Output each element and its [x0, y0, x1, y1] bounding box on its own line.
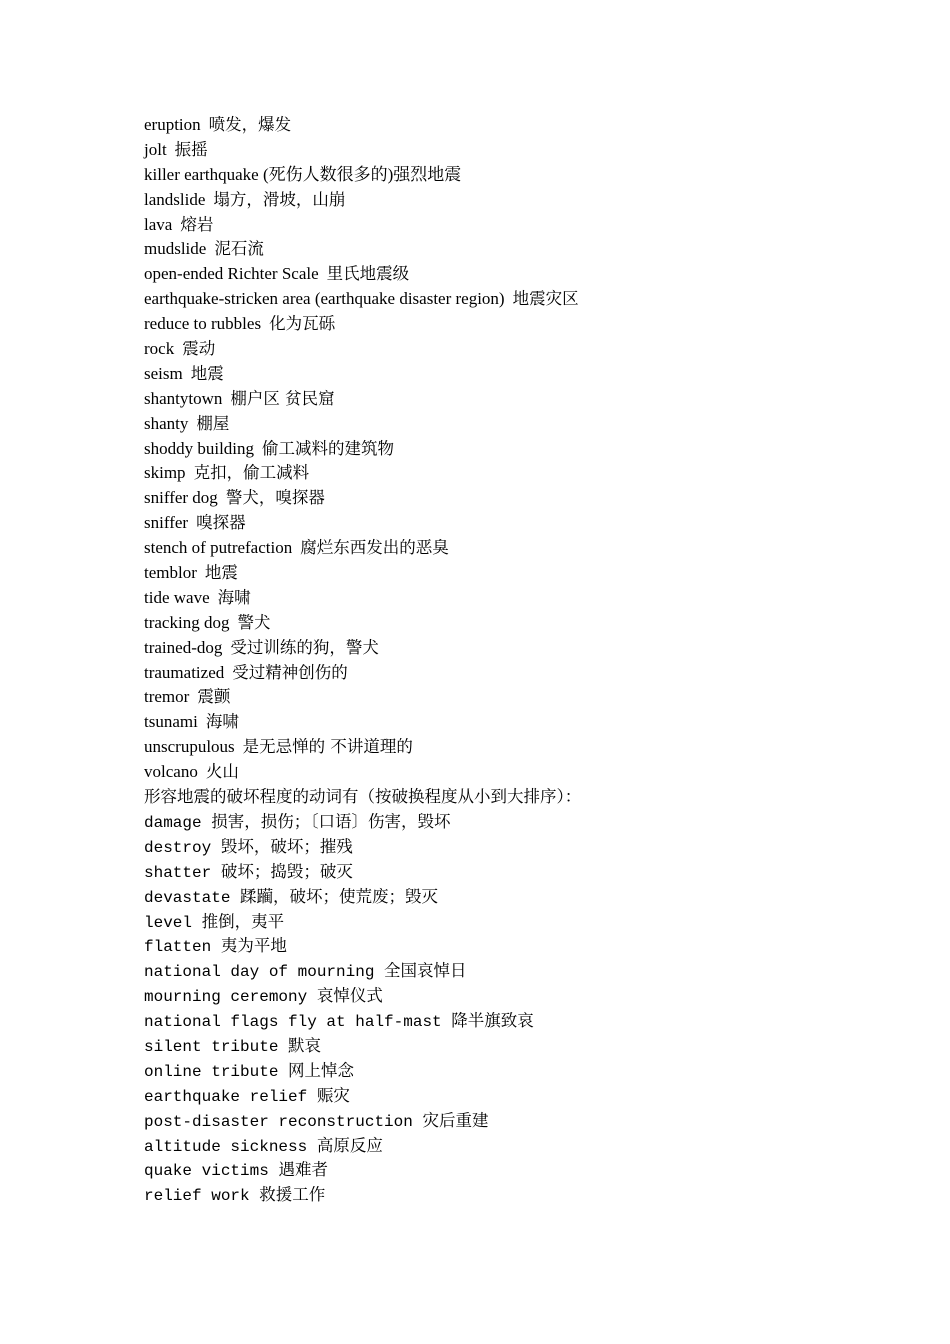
- vocab-definition: 网上悼念: [288, 1060, 355, 1080]
- vocab-definition: 熔岩: [180, 214, 214, 234]
- verb-entry: [144, 835, 884, 860]
- relief-entry: [144, 1158, 884, 1183]
- vocab-definition: 是无忌惮的 不讲道理的: [242, 737, 413, 757]
- vocab-term: altitude sickness: [144, 1137, 308, 1156]
- vocab-term: earthquake relief: [144, 1087, 308, 1106]
- vocab-definition: 遇难者: [278, 1160, 328, 1180]
- vocab-term: skimp: [144, 463, 186, 483]
- vocab-definition: 塌方，滑坡，山崩: [213, 189, 346, 209]
- vocab-definition: 降半旗致哀: [451, 1011, 534, 1031]
- vocab-term: shantytown: [144, 388, 223, 408]
- vocab-entry: [144, 387, 884, 412]
- mourning-entry: [144, 984, 884, 1009]
- verb-entry: [144, 885, 884, 910]
- vocab-entry: [144, 486, 884, 511]
- relief-entry: [144, 1084, 884, 1109]
- vocab-term: tsunami: [144, 712, 198, 732]
- vocab-entry: [144, 661, 884, 686]
- vocab-entry: [144, 337, 884, 362]
- vocab-definition: 震颤: [197, 687, 231, 707]
- vocab-definition: 地震: [190, 363, 224, 383]
- vocab-entry: [144, 437, 884, 462]
- vocab-term: killer earthquake (死伤人数很多的)强烈地震: [144, 164, 462, 184]
- vocab-term: national day of mourning: [144, 963, 375, 982]
- vocab-definition: 化为瓦砾: [269, 314, 336, 334]
- vocab-definition: 警犬: [237, 612, 271, 632]
- vocab-term: quake victims: [144, 1162, 269, 1181]
- vocab-term: sniffer dog: [144, 488, 218, 508]
- vocab-definition: 火山: [205, 762, 239, 782]
- vocab-term: national flags fly at half-mast: [144, 1013, 442, 1032]
- vocab-definition: 推倒，夷平: [201, 911, 285, 931]
- vocab-term: rock: [144, 339, 175, 359]
- vocab-term: traumatized: [144, 662, 225, 682]
- mourning-entry: [144, 959, 884, 984]
- vocab-entry: [144, 312, 884, 337]
- vocab-term: post-disaster reconstruction: [144, 1112, 413, 1131]
- vocab-entry: [144, 511, 884, 536]
- vocab-term: reduce to rubbles: [144, 314, 262, 334]
- vocab-entry: [144, 163, 884, 188]
- vocab-entry: [144, 461, 884, 486]
- vocab-definition: 地震灾区: [512, 289, 579, 309]
- vocab-term: mudslide: [144, 239, 207, 259]
- vocab-definition: 海啸: [217, 587, 251, 607]
- vocab-definition: 全国哀悼日: [384, 961, 467, 981]
- vocab-definition: 克扣，偷工减料: [193, 463, 310, 483]
- vocab-term: sniffer: [144, 513, 189, 533]
- mourning-entry: [144, 1034, 884, 1059]
- vocab-definition: 默哀: [288, 1035, 322, 1055]
- vocab-entry: [144, 760, 884, 785]
- vocab-definition: 哀悼仪式: [316, 986, 383, 1006]
- relief-entry: [144, 1109, 884, 1134]
- vocab-term: tremor: [144, 687, 190, 707]
- vocab-entry: [144, 287, 884, 312]
- vocab-definition: 泥石流: [214, 239, 264, 259]
- vocab-definition: 毁坏，破坏；摧残: [220, 836, 353, 856]
- vocab-term: eruption: [144, 115, 201, 134]
- vocab-definition: 警犬，嗅探器: [225, 488, 325, 508]
- vocab-entry: [144, 735, 884, 760]
- vocab-term: shanty: [144, 413, 189, 433]
- vocab-term: damage: [144, 813, 202, 832]
- vocab-term: destroy: [144, 838, 212, 857]
- vocab-term: mourning ceremony: [144, 988, 308, 1007]
- vocab-term: stench of putrefaction: [144, 538, 293, 558]
- vocab-definition: 赈灾: [316, 1085, 350, 1105]
- vocab-definition: 振摇: [174, 139, 208, 159]
- vocab-entry: [144, 636, 884, 661]
- vocab-entry: [144, 685, 884, 710]
- vocab-term: tracking dog: [144, 612, 230, 632]
- vocab-definition: 棚户区 贫民窟: [230, 388, 335, 408]
- vocab-term: tide wave: [144, 587, 210, 607]
- vocab-entry: [144, 561, 884, 586]
- vocab-entry: [144, 586, 884, 611]
- vocab-term: jolt: [144, 139, 167, 159]
- verb-entry: [144, 810, 884, 835]
- vocab-definition: 棚屋: [196, 413, 230, 433]
- vocab-term: relief work: [144, 1187, 250, 1206]
- vocab-term: shatter: [144, 863, 212, 882]
- vocab-term: flatten: [144, 938, 212, 957]
- vocab-definition: 破坏；捣毁；破灭: [220, 861, 353, 881]
- vocab-entry: [144, 710, 884, 735]
- mourning-entry: [144, 1059, 884, 1084]
- vocab-entry: [144, 188, 884, 213]
- vocab-term: open-ended Richter Scale: [144, 264, 319, 284]
- vocab-definition: 喷发，爆发: [208, 115, 292, 134]
- vocab-term: earthquake-stricken area (earthquake disaster region): [144, 289, 505, 309]
- vocab-definition: 海啸: [205, 712, 239, 732]
- vocab-entry: [144, 412, 884, 437]
- vocab-term: online tribute: [144, 1062, 279, 1081]
- vocab-definition: 受过训练的狗，警犬: [230, 637, 379, 657]
- vocab-entry: [144, 536, 884, 561]
- vocab-entry: [144, 611, 884, 636]
- vocab-definition: 灾后重建: [422, 1110, 489, 1130]
- vocab-definition: 震动: [182, 339, 216, 359]
- mourning-entry: [144, 1009, 884, 1034]
- verb-entry: [144, 860, 884, 885]
- vocab-entry: [144, 113, 884, 138]
- vocab-term: devastate: [144, 888, 231, 907]
- vocab-entry: [144, 237, 884, 262]
- verb-entry: [144, 910, 884, 935]
- vocab-entry: [144, 213, 884, 238]
- section-heading: 形容地震的破坏程度的动词有（按破换程度从小到大排序）：: [144, 787, 582, 807]
- vocab-term: trained-dog: [144, 637, 223, 657]
- vocab-definition: 损害，损伤；〔口语〕伤害，毁坏: [211, 811, 451, 831]
- vocab-term: shoddy building: [144, 438, 255, 458]
- relief-entry: [144, 1183, 884, 1208]
- vocab-definition: 蹂躏，破坏；使荒废；毁灭: [240, 886, 439, 906]
- vocabulary-list: [144, 113, 884, 1208]
- vocab-definition: 偷工减料的建筑物: [262, 438, 395, 458]
- vocab-definition: 里氏地震级: [326, 264, 410, 284]
- vocab-entry: [144, 138, 884, 163]
- vocab-entry: [144, 362, 884, 387]
- relief-entry: [144, 1134, 884, 1159]
- vocab-term: seism: [144, 363, 183, 383]
- verb-entry: [144, 934, 884, 959]
- vocab-definition: 地震: [204, 563, 238, 583]
- vocab-definition: 腐烂东西发出的恶臭: [300, 538, 449, 558]
- vocab-definition: 夷为平地: [220, 936, 287, 956]
- vocab-term: level: [144, 913, 193, 932]
- vocab-entry: [144, 262, 884, 287]
- vocab-definition: 受过精神创伤的: [232, 662, 348, 682]
- vocab-term: temblor: [144, 563, 197, 583]
- vocab-term: landslide: [144, 189, 206, 209]
- vocab-definition: 高原反应: [316, 1135, 383, 1155]
- vocab-term: unscrupulous: [144, 737, 235, 757]
- vocab-term: volcano: [144, 762, 198, 782]
- vocab-definition: 救援工作: [259, 1185, 326, 1205]
- vocab-definition: 嗅探器: [196, 513, 246, 533]
- vocab-term: lava: [144, 214, 173, 234]
- vocab-term: silent tribute: [144, 1037, 279, 1056]
